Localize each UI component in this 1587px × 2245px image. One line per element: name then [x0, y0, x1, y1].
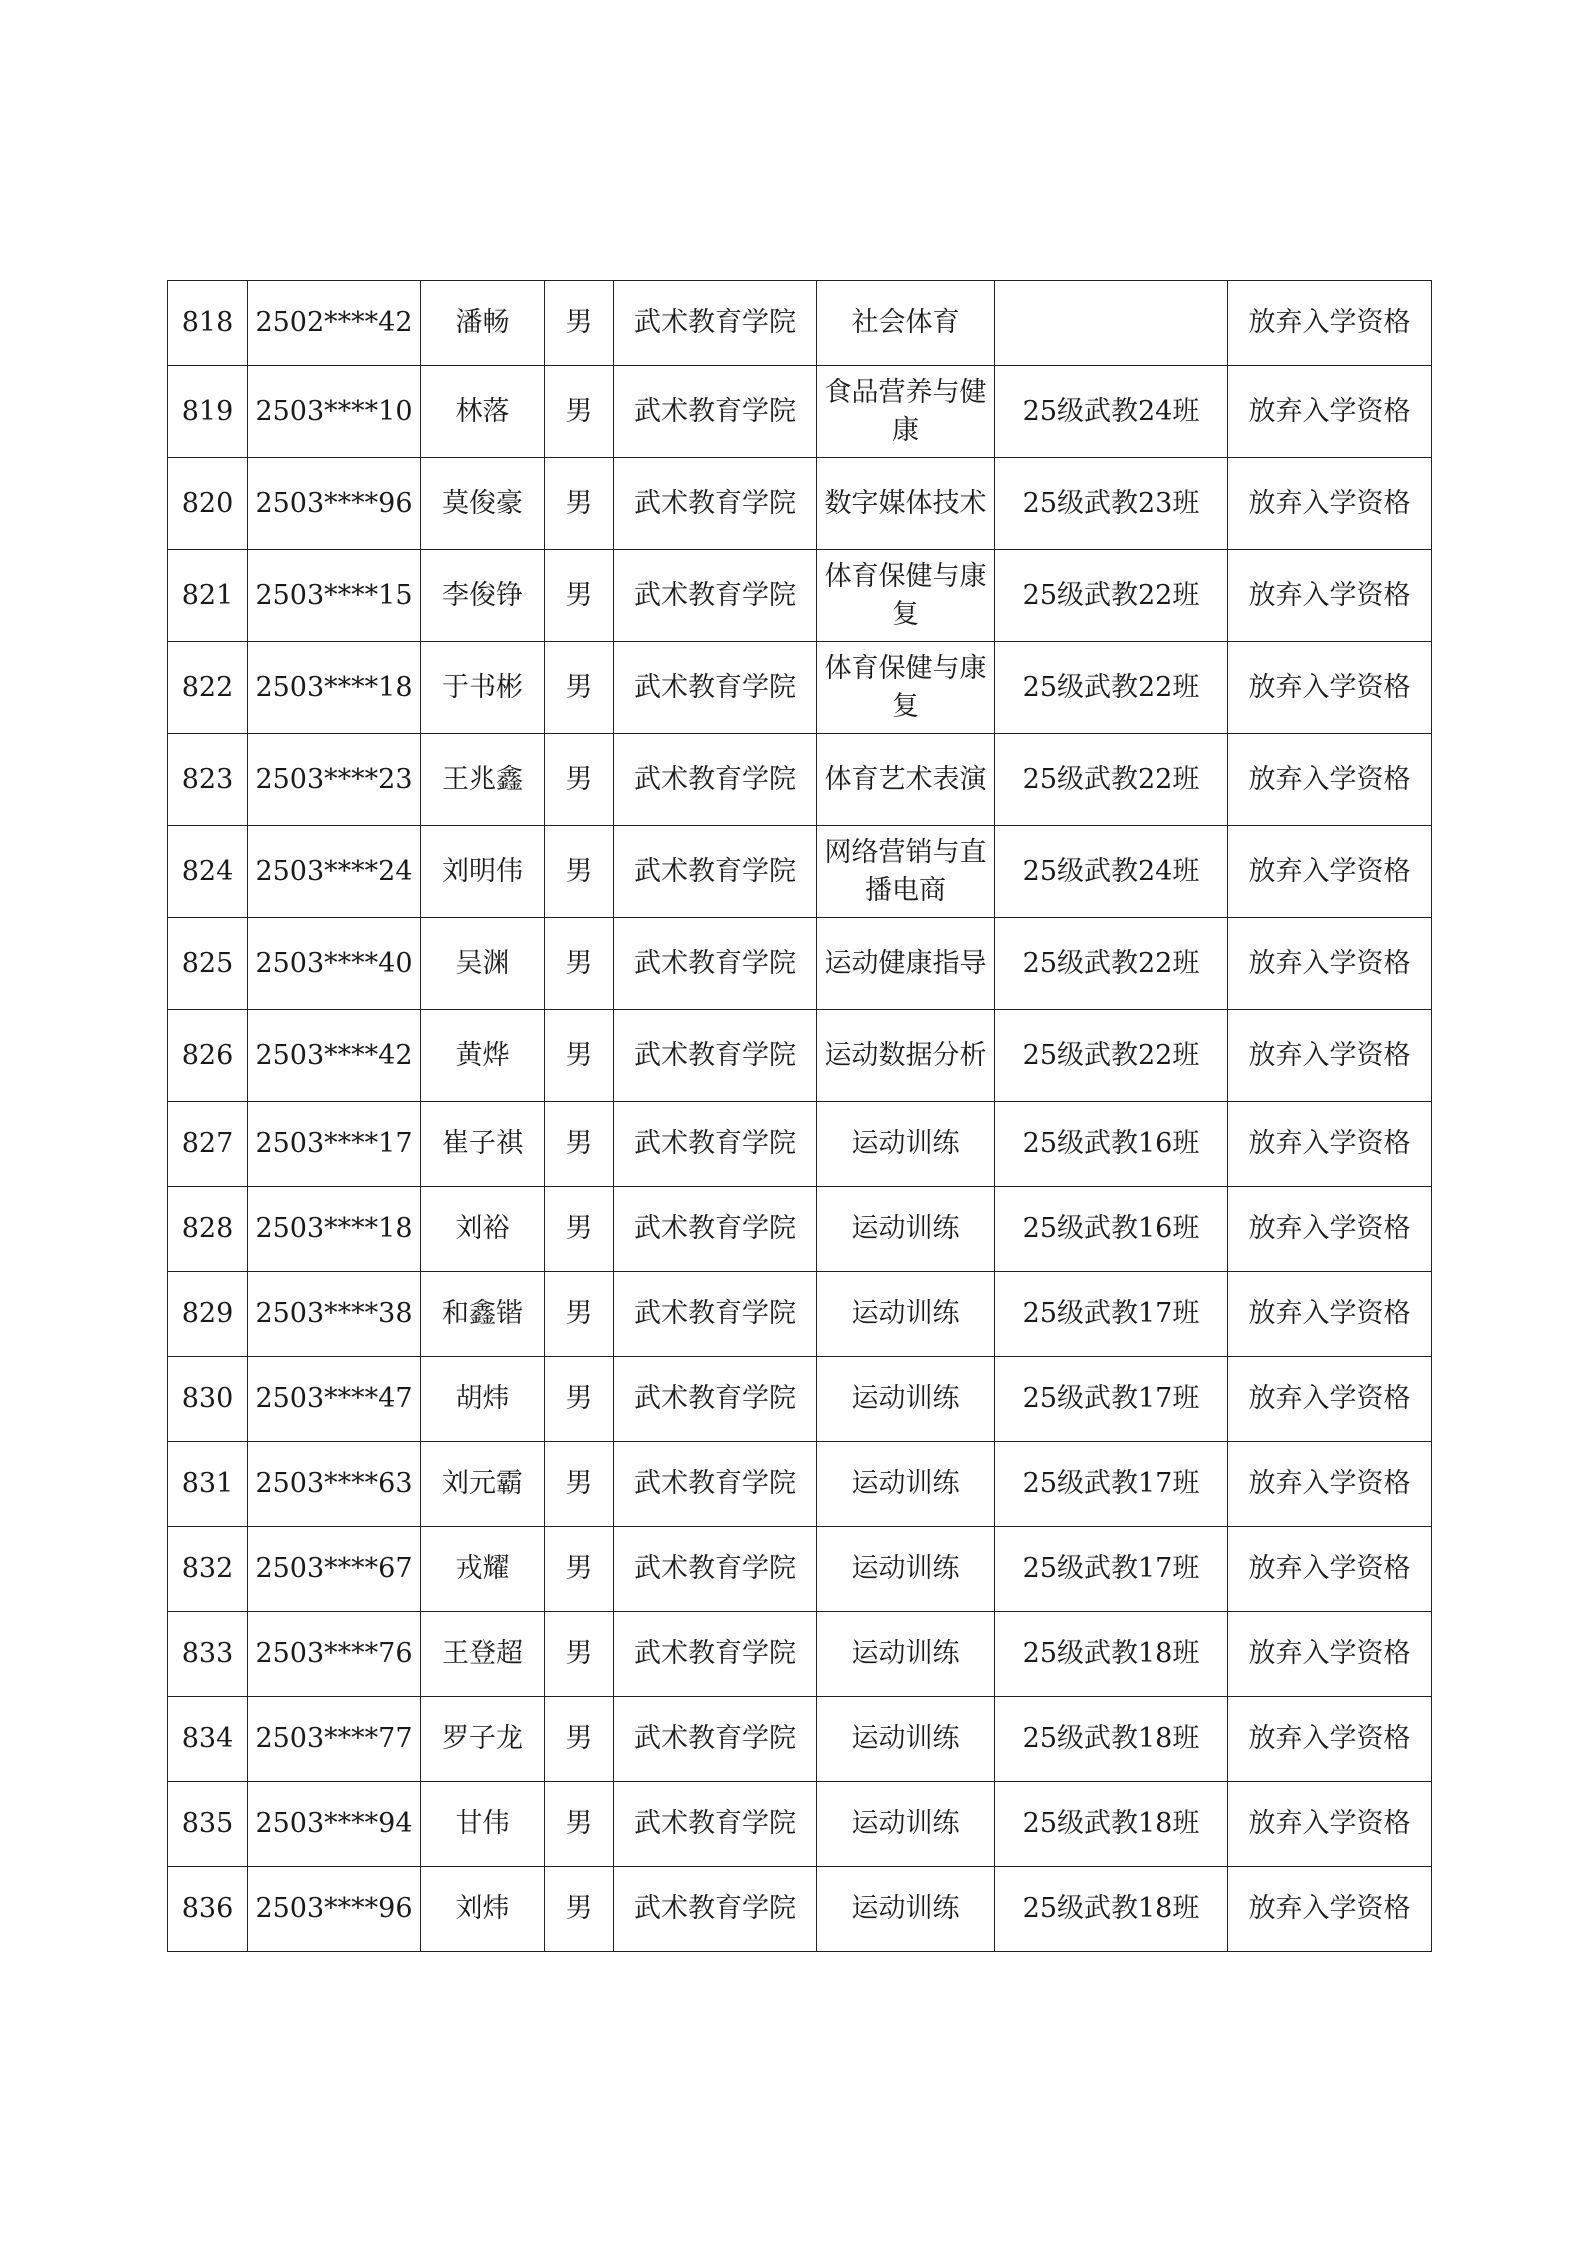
student-college: 武术教育学院	[614, 1867, 817, 1952]
student-class	[995, 281, 1228, 366]
student-class: 25级武教18班	[995, 1697, 1228, 1782]
student-class: 25级武教24班	[995, 366, 1228, 458]
student-sex: 男	[545, 1527, 614, 1612]
student-id: 2503****42	[248, 1010, 421, 1102]
student-id: 2503****96	[248, 458, 421, 550]
student-sex: 男	[545, 826, 614, 918]
student-sex: 男	[545, 1010, 614, 1102]
student-name: 林落	[421, 366, 545, 458]
student-college: 武术教育学院	[614, 642, 817, 734]
student-id: 2503****18	[248, 1187, 421, 1272]
enrollment-status: 放弃入学资格	[1228, 281, 1432, 366]
student-class: 25级武教18班	[995, 1867, 1228, 1952]
student-major: 运动训练	[817, 1102, 995, 1187]
enrollment-status: 放弃入学资格	[1228, 918, 1432, 1010]
table-row	[168, 1867, 1432, 1952]
student-sex: 男	[545, 366, 614, 458]
table-row	[168, 1187, 1432, 1272]
student-id: 2503****67	[248, 1527, 421, 1612]
student-sex: 男	[545, 550, 614, 642]
row-number: 836	[168, 1867, 248, 1952]
student-sex: 男	[545, 1697, 614, 1782]
row-number: 822	[168, 642, 248, 734]
student-class: 25级武教22班	[995, 734, 1228, 826]
student-college: 武术教育学院	[614, 550, 817, 642]
student-name: 李俊铮	[421, 550, 545, 642]
enrollment-status: 放弃入学资格	[1228, 1010, 1432, 1102]
student-major: 运动训练	[817, 1612, 995, 1697]
student-major: 体育保健与康复	[817, 550, 995, 642]
student-college: 武术教育学院	[614, 1272, 817, 1357]
student-sex: 男	[545, 1187, 614, 1272]
student-name: 黄烨	[421, 1010, 545, 1102]
enrollment-status: 放弃入学资格	[1228, 1697, 1432, 1782]
student-name: 吴渊	[421, 918, 545, 1010]
student-college: 武术教育学院	[614, 1697, 817, 1782]
student-college: 武术教育学院	[614, 1357, 817, 1442]
row-number: 823	[168, 734, 248, 826]
table-row	[168, 1010, 1432, 1102]
student-college: 武术教育学院	[614, 366, 817, 458]
student-id: 2503****96	[248, 1867, 421, 1952]
row-number: 824	[168, 826, 248, 918]
student-sex: 男	[545, 1357, 614, 1442]
student-class: 25级武教17班	[995, 1357, 1228, 1442]
student-sex: 男	[545, 1272, 614, 1357]
student-name: 刘明伟	[421, 826, 545, 918]
student-id: 2502****42	[248, 281, 421, 366]
student-name: 甘伟	[421, 1782, 545, 1867]
student-sex: 男	[545, 918, 614, 1010]
row-number: 829	[168, 1272, 248, 1357]
enrollment-status: 放弃入学资格	[1228, 1357, 1432, 1442]
enrollment-status: 放弃入学资格	[1228, 458, 1432, 550]
student-sex: 男	[545, 1102, 614, 1187]
row-number: 831	[168, 1442, 248, 1527]
enrollment-status: 放弃入学资格	[1228, 1867, 1432, 1952]
table-row	[168, 826, 1432, 918]
student-id: 2503****18	[248, 642, 421, 734]
student-name: 罗子龙	[421, 1697, 545, 1782]
student-name: 和鑫锴	[421, 1272, 545, 1357]
student-name: 王兆鑫	[421, 734, 545, 826]
student-major: 网络营销与直播电商	[817, 826, 995, 918]
student-college: 武术教育学院	[614, 1102, 817, 1187]
student-major: 运动训练	[817, 1782, 995, 1867]
student-class: 25级武教22班	[995, 642, 1228, 734]
table-row	[168, 1612, 1432, 1697]
student-college: 武术教育学院	[614, 1010, 817, 1102]
student-name: 莫俊豪	[421, 458, 545, 550]
table-row	[168, 366, 1432, 458]
row-number: 834	[168, 1697, 248, 1782]
student-class: 25级武教22班	[995, 918, 1228, 1010]
enrollment-status: 放弃入学资格	[1228, 826, 1432, 918]
student-college: 武术教育学院	[614, 281, 817, 366]
student-sex: 男	[545, 1442, 614, 1527]
student-class: 25级武教16班	[995, 1187, 1228, 1272]
row-number: 818	[168, 281, 248, 366]
enrollment-status: 放弃入学资格	[1228, 366, 1432, 458]
student-id: 2503****77	[248, 1697, 421, 1782]
student-sex: 男	[545, 281, 614, 366]
table-row	[168, 458, 1432, 550]
student-major: 社会体育	[817, 281, 995, 366]
table-row	[168, 1102, 1432, 1187]
table-row	[168, 550, 1432, 642]
student-name: 王登超	[421, 1612, 545, 1697]
student-id: 2503****17	[248, 1102, 421, 1187]
student-college: 武术教育学院	[614, 1527, 817, 1612]
student-college: 武术教育学院	[614, 826, 817, 918]
student-college: 武术教育学院	[614, 458, 817, 550]
row-number: 830	[168, 1357, 248, 1442]
table-row	[168, 281, 1432, 366]
student-college: 武术教育学院	[614, 1187, 817, 1272]
student-major: 运动训练	[817, 1867, 995, 1952]
student-id: 2503****76	[248, 1612, 421, 1697]
enrollment-status: 放弃入学资格	[1228, 1272, 1432, 1357]
table-row	[168, 734, 1432, 826]
student-sex: 男	[545, 458, 614, 550]
student-major: 运动训练	[817, 1697, 995, 1782]
student-college: 武术教育学院	[614, 734, 817, 826]
student-name: 潘畅	[421, 281, 545, 366]
student-name: 刘裕	[421, 1187, 545, 1272]
student-class: 25级武教22班	[995, 550, 1228, 642]
row-number: 827	[168, 1102, 248, 1187]
table-row	[168, 1442, 1432, 1527]
enrollment-status: 放弃入学资格	[1228, 734, 1432, 826]
row-number: 820	[168, 458, 248, 550]
student-id: 2503****40	[248, 918, 421, 1010]
student-major: 运动训练	[817, 1442, 995, 1527]
student-sex: 男	[545, 1782, 614, 1867]
row-number: 832	[168, 1527, 248, 1612]
student-id: 2503****38	[248, 1272, 421, 1357]
enrollment-status: 放弃入学资格	[1228, 642, 1432, 734]
student-id: 2503****94	[248, 1782, 421, 1867]
enrollment-status: 放弃入学资格	[1228, 1187, 1432, 1272]
row-number: 833	[168, 1612, 248, 1697]
student-id: 2503****23	[248, 734, 421, 826]
enrollment-status: 放弃入学资格	[1228, 550, 1432, 642]
student-name: 胡炜	[421, 1357, 545, 1442]
table-row	[168, 1527, 1432, 1612]
row-number: 828	[168, 1187, 248, 1272]
student-college: 武术教育学院	[614, 1442, 817, 1527]
student-major: 运动训练	[817, 1357, 995, 1442]
row-number: 821	[168, 550, 248, 642]
row-number: 819	[168, 366, 248, 458]
student-college: 武术教育学院	[614, 1612, 817, 1697]
enrollment-status: 放弃入学资格	[1228, 1442, 1432, 1527]
row-number: 826	[168, 1010, 248, 1102]
enrollment-status: 放弃入学资格	[1228, 1102, 1432, 1187]
student-class: 25级武教17班	[995, 1442, 1228, 1527]
student-class: 25级武教24班	[995, 826, 1228, 918]
student-sex: 男	[545, 734, 614, 826]
enrollment-status: 放弃入学资格	[1228, 1527, 1432, 1612]
table-row	[168, 1357, 1432, 1442]
student-college: 武术教育学院	[614, 918, 817, 1010]
student-name: 崔子祺	[421, 1102, 545, 1187]
student-name: 刘炜	[421, 1867, 545, 1952]
student-roster-table	[167, 280, 1432, 1952]
table-row	[168, 642, 1432, 734]
table-row	[168, 1782, 1432, 1867]
student-id: 2503****10	[248, 366, 421, 458]
enrollment-status: 放弃入学资格	[1228, 1782, 1432, 1867]
student-sex: 男	[545, 642, 614, 734]
row-number: 825	[168, 918, 248, 1010]
student-class: 25级武教17班	[995, 1272, 1228, 1357]
student-name: 刘元霸	[421, 1442, 545, 1527]
student-class: 25级武教22班	[995, 1010, 1228, 1102]
student-class: 25级武教16班	[995, 1102, 1228, 1187]
student-major: 运动训练	[817, 1187, 995, 1272]
student-major: 体育保健与康复	[817, 642, 995, 734]
student-class: 25级武教17班	[995, 1527, 1228, 1612]
student-class: 25级武教18班	[995, 1612, 1228, 1697]
student-name: 于书彬	[421, 642, 545, 734]
table-row	[168, 1697, 1432, 1782]
student-id: 2503****47	[248, 1357, 421, 1442]
row-number: 835	[168, 1782, 248, 1867]
student-major: 运动数据分析	[817, 1010, 995, 1102]
student-major: 运动训练	[817, 1272, 995, 1357]
student-major: 运动训练	[817, 1527, 995, 1612]
student-id: 2503****63	[248, 1442, 421, 1527]
student-class: 25级武教18班	[995, 1782, 1228, 1867]
student-major: 食品营养与健康	[817, 366, 995, 458]
student-id: 2503****15	[248, 550, 421, 642]
student-class: 25级武教23班	[995, 458, 1228, 550]
student-major: 数字媒体技术	[817, 458, 995, 550]
table-row	[168, 918, 1432, 1010]
student-name: 戎耀	[421, 1527, 545, 1612]
student-major: 运动健康指导	[817, 918, 995, 1010]
student-sex: 男	[545, 1612, 614, 1697]
enrollment-status: 放弃入学资格	[1228, 1612, 1432, 1697]
table-row	[168, 1272, 1432, 1357]
student-sex: 男	[545, 1867, 614, 1952]
student-major: 体育艺术表演	[817, 734, 995, 826]
student-id: 2503****24	[248, 826, 421, 918]
student-college: 武术教育学院	[614, 1782, 817, 1867]
